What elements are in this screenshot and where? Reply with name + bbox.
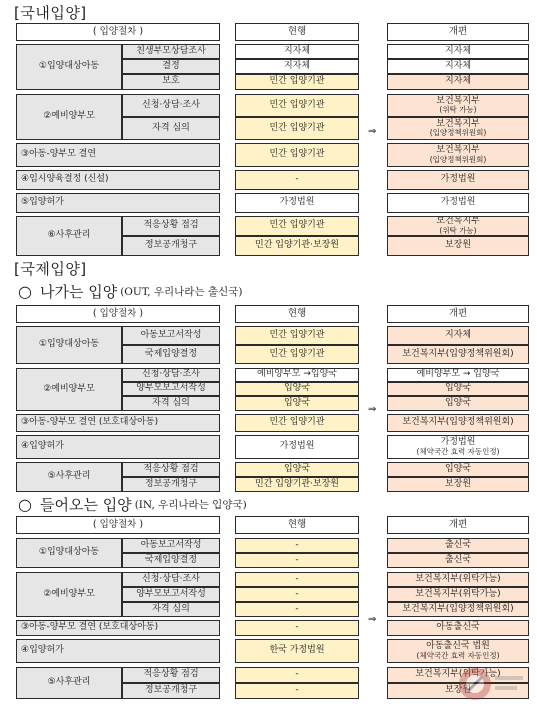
out-step-2-sub: 양부모보고서작성	[122, 382, 220, 396]
domestic-header-revised: 개편	[387, 23, 529, 41]
out-current-cell: 입양국	[235, 462, 359, 477]
in-header-current: 현행	[235, 516, 359, 534]
out-current-cell: 입양국	[235, 382, 359, 396]
domestic-header-current: 현행	[235, 23, 359, 41]
out-revised-cell: 예비양부모 → 입양국	[387, 368, 529, 382]
domestic-revised-cell: 지자체	[387, 59, 529, 74]
domestic-current-cell: 민간 입양기관·보장원	[235, 236, 359, 256]
in-step-4: ④입양허가	[16, 639, 220, 663]
out-header-current: 현행	[235, 305, 359, 323]
domestic-step-3: ③아동-양부모 결연	[16, 143, 220, 167]
in-revised-cell: 출신국	[387, 538, 529, 553]
in-current-cell: -	[235, 683, 359, 699]
domestic-current-cell: 민간 입양기관	[235, 74, 359, 90]
domestic-step-1-sub: 친생부모상담조사	[122, 44, 220, 59]
in-revised-cell: 보건복지부(위탁가능)	[387, 572, 529, 587]
out-step-1-sub: 아동보고서작성	[122, 326, 220, 345]
in-current-cell: -	[235, 553, 359, 568]
domestic-step-5: ⑤입양허가	[16, 193, 220, 213]
out-step-5-sub: 적응상황 점검	[122, 462, 220, 477]
out-subheading	[18, 281, 242, 302]
out-revised-cell: 입양국	[387, 396, 529, 411]
domestic-revised-cell: 가정법원	[387, 170, 529, 190]
domestic-step-2-sub: 신청·상담·조사	[122, 94, 220, 117]
domestic-current-cell: 민간 입양기관	[235, 143, 359, 167]
in-step-1: ①입양대상아동	[16, 538, 122, 568]
domestic-step-1-sub: 결정	[122, 59, 220, 74]
in-revised-cell: 보건복지부(위탁가능)	[387, 587, 529, 602]
in-current-cell: -	[235, 667, 359, 683]
out-step-2-sub: 신청·상담·조사	[122, 368, 220, 382]
in-revised-cell: 아동출신국 법원 (체약국간 효력 자동인정)	[387, 639, 529, 663]
domestic-revised-cell: 보건복지부 (위탁 가능)	[387, 94, 529, 117]
watermark-logo-icon	[457, 664, 527, 704]
domestic-step-4: ④임시양육결정 (신설)	[16, 170, 220, 190]
domestic-heading: [국내입양]	[14, 4, 87, 22]
domestic-header-proc: ( 입양절차 )	[16, 23, 220, 41]
domestic-revised-cell: 지자체	[387, 74, 529, 90]
out-revised-cell: 보건복지부(입양정책위원회)	[387, 414, 529, 432]
in-revised-cell: 아동출신국	[387, 620, 529, 636]
domestic-revised-cell: 보건복지부 (위탁 가능)	[387, 216, 529, 236]
domestic-current-cell: 지자체	[235, 44, 359, 59]
in-current-cell: -	[235, 538, 359, 553]
domestic-step-6-sub: 적응상황 점검	[122, 216, 220, 236]
out-step-5-sub: 정보공개청구	[122, 477, 220, 492]
in-current-cell: 한국 가정법원	[235, 639, 359, 663]
out-header-revised: 개편	[387, 305, 529, 323]
domestic-revised-cell: 보장원	[387, 236, 529, 256]
in-step-2-sub: 신청·상담·조사	[122, 572, 220, 587]
out-step-1: ①입양대상아동	[16, 326, 122, 364]
domestic-current-cell: 민간 입양기관	[235, 117, 359, 140]
in-step-5-sub: 정보공개청구	[122, 683, 220, 699]
out-header-proc: ( 입양절차 )	[16, 305, 220, 323]
out-current-cell: 민간 입양기관	[235, 345, 359, 364]
domestic-current-cell: 가정법원	[235, 193, 359, 213]
in-step-5-sub: 적응상황 점검	[122, 667, 220, 683]
domestic-step-2: ②예비양부모	[16, 94, 122, 140]
in-current-cell: -	[235, 587, 359, 602]
in-revised-cell: 보건복지부(입양정책위원회)	[387, 602, 529, 617]
out-revised-cell: 보건복지부(입양정책위원회)	[387, 345, 529, 364]
arrow-icon: ⇒	[368, 614, 377, 625]
out-title: 나가는 입양	[39, 283, 118, 301]
domestic-current-cell: -	[235, 170, 359, 190]
in-current-cell: -	[235, 620, 359, 636]
out-revised-cell: 보장원	[387, 477, 529, 492]
arrow-icon: ⇒	[368, 126, 377, 137]
domestic-step-1: ①입양대상아동	[16, 44, 122, 90]
circle-bullet-icon: ○	[18, 282, 32, 301]
domestic-step-6-sub: 정보공개청구	[122, 236, 220, 256]
domestic-revised-cell: 보건복지부 (입양정책위원회)	[387, 143, 529, 167]
domestic-step-1-sub: 보호	[122, 74, 220, 90]
out-revised-cell: 가정법원 (체약국간 효력 자동인정)	[387, 435, 529, 459]
in-step-1-sub: 국제입양결정	[122, 553, 220, 568]
in-current-cell: -	[235, 572, 359, 587]
domestic-current-cell: 민간 입양기관	[235, 216, 359, 236]
out-step-5: ⑤사후관리	[16, 462, 122, 492]
intl-heading: [국제입양]	[14, 260, 87, 278]
out-revised-cell: 입양국	[387, 462, 529, 477]
circle-bullet-icon: ○	[18, 495, 32, 514]
out-current-cell: 민간 입양기관·보장원	[235, 477, 359, 492]
in-step-2: ②예비양부모	[16, 572, 122, 617]
in-title: 들어오는 입양	[39, 496, 132, 514]
out-current-cell: 입양국	[235, 396, 359, 411]
arrow-icon: ⇒	[368, 404, 377, 415]
in-step-1-sub: 아동보고서작성	[122, 538, 220, 553]
in-revised-cell: 보건복지부(위탁가능)	[387, 667, 529, 683]
in-step-2-sub: 양부모보고서작성	[122, 587, 220, 602]
in-note: (IN, 우리나라는 입양국)	[134, 499, 247, 511]
domestic-revised-cell: 보건복지부 (입양정책위원회)	[387, 117, 529, 140]
in-subheading	[18, 494, 247, 515]
in-header-proc: ( 입양절차 )	[16, 516, 220, 534]
domestic-current-cell: 민간 입양기관	[235, 94, 359, 117]
domestic-revised-cell: 가정법원	[387, 193, 529, 213]
in-step-3: ③아동-양부모 결연 (보호대상아동)	[16, 620, 220, 636]
domestic-revised-cell: 지자체	[387, 44, 529, 59]
out-current-cell: 민간 입양기관	[235, 414, 359, 432]
out-revised-cell: 입양국	[387, 382, 529, 396]
out-revised-cell: 지자체	[387, 326, 529, 345]
out-step-4: ④입양허가	[16, 435, 220, 459]
out-note: (OUT, 우리나라는 출신국)	[120, 286, 243, 298]
in-revised-cell: 출신국	[387, 553, 529, 568]
in-header-revised: 개편	[387, 516, 529, 534]
in-revised-cell: 보장원	[387, 683, 529, 699]
domestic-step-2-sub: 자격 심의	[122, 117, 220, 140]
out-step-2-sub: 자격 심의	[122, 396, 220, 411]
out-current-cell: 가정법원	[235, 435, 359, 459]
out-current-cell: 예비양부모 →입양국	[235, 368, 359, 382]
domestic-current-cell: 지자체	[235, 59, 359, 74]
out-step-3: ③아동-양부모 결연 (보호대상아동)	[16, 414, 220, 432]
domestic-step-6: ⑥사후관리	[16, 216, 122, 256]
out-current-cell: 민간 입양기관	[235, 326, 359, 345]
in-step-5: ⑤사후관리	[16, 667, 122, 699]
in-current-cell: -	[235, 602, 359, 617]
out-step-2: ②예비양부모	[16, 368, 122, 411]
out-step-1-sub: 국제입양결정	[122, 345, 220, 364]
in-step-2-sub: 자격 심의	[122, 602, 220, 617]
